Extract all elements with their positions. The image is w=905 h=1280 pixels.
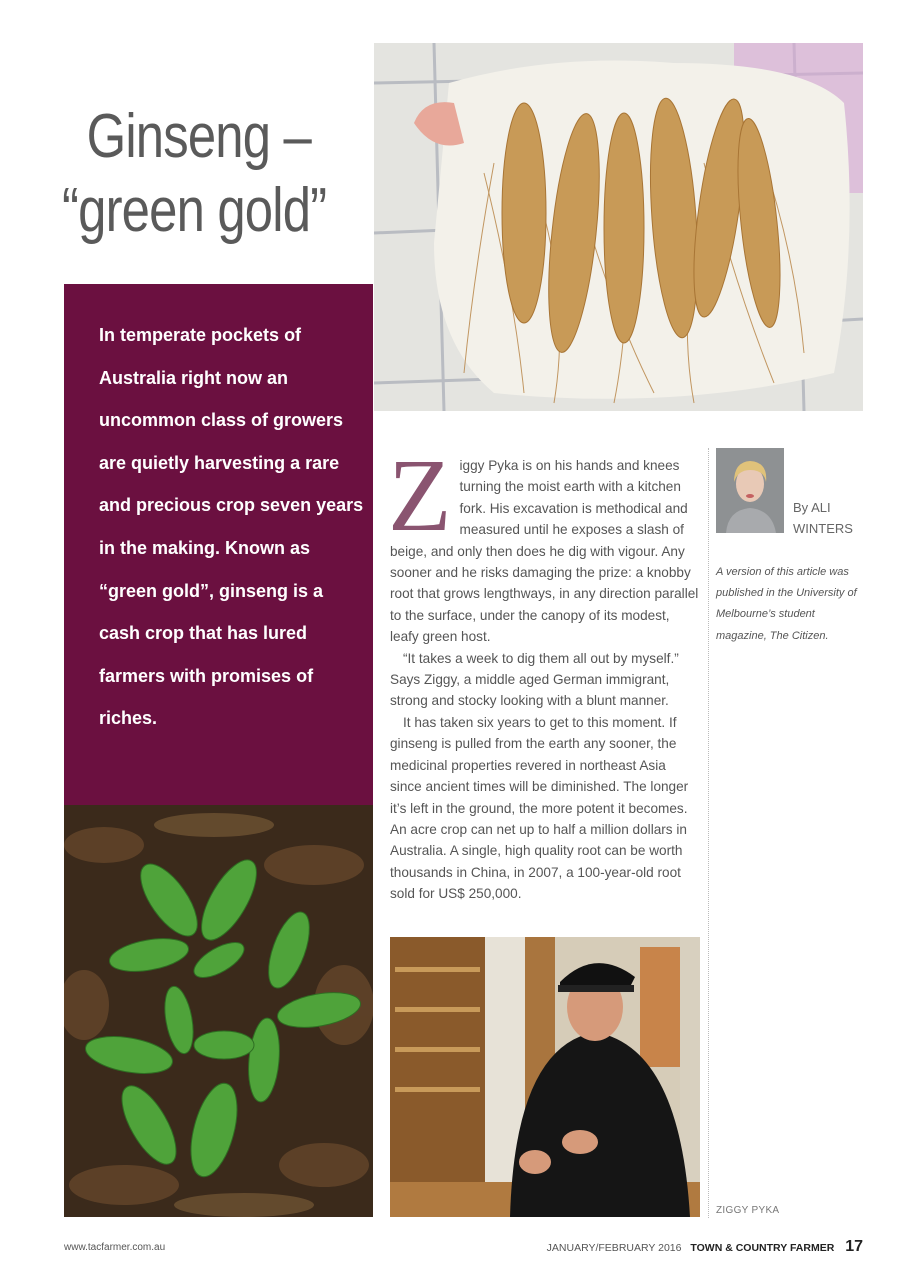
author-photo — [716, 448, 784, 533]
ziggy-pyka-photo — [390, 937, 700, 1217]
column-divider — [708, 448, 709, 1218]
intro-panel — [64, 284, 373, 805]
intro-text: In temperate pockets of Australia right now an uncommon class of growers are quietly harvesting a rare and precious crop seven years in the making. Known as “green gold”, ginseng is a cash crop that has lured farmers with promises of riches. — [99, 325, 364, 729]
issue-date: JANUARY/FEBRUARY 2016 — [546, 1242, 682, 1254]
article-title — [62, 100, 327, 248]
page-footer — [547, 1238, 863, 1256]
paragraph-2: “It takes a week to dig them all out by myself.” Says Ziggy, a middle aged German immigrant, strong and stocky looking with a blunt manner. — [390, 650, 679, 709]
title-line-1: Ginseng – — [86, 102, 311, 171]
ginseng-plant-photo — [64, 805, 373, 1217]
paragraph-1: iggy Pyka is on his hands and knees turning the moist earth with a kitchen fork. His excavation is methodical and measured until he exposes a slash of beige, and only then does he dig with vigour. Any sooner and he risks damaging the prize: a knobby root that grows lengthways, in any direction parallel to the surface, under the canopy of its modest, leafy green host. — [390, 458, 699, 645]
website-link[interactable]: www.tacfarmer.com.au — [64, 1242, 166, 1253]
drop-cap: Z — [388, 438, 452, 553]
byline: By ALI WINTERS — [793, 500, 853, 536]
photo-caption: ZIGGY PYKA — [716, 1205, 780, 1216]
title-line-2: “green gold” — [62, 176, 327, 245]
page-number: 17 — [845, 1238, 863, 1255]
ginseng-roots-photo — [374, 43, 863, 411]
paragraph-3: It has taken six years to get to this moment. If ginseng is pulled from the earth any sooner, the medicinal properties revered in northeast Asia since ancient times will be diminished. The longer it’s left in the ground, the more potent it becomes. An acre crop can net up to half a million dollars in Australia. A single, high quality root can be worth thousands in China, in 2007, a 100-year-old root sold for US$ 250,000. — [390, 714, 689, 902]
magazine-name: TOWN & COUNTRY FARMER — [690, 1242, 835, 1254]
publication-note: A version of this article was published in the University of Melbourne’s student magazine, The Citizen. — [716, 566, 857, 642]
article-body — [388, 438, 700, 905]
